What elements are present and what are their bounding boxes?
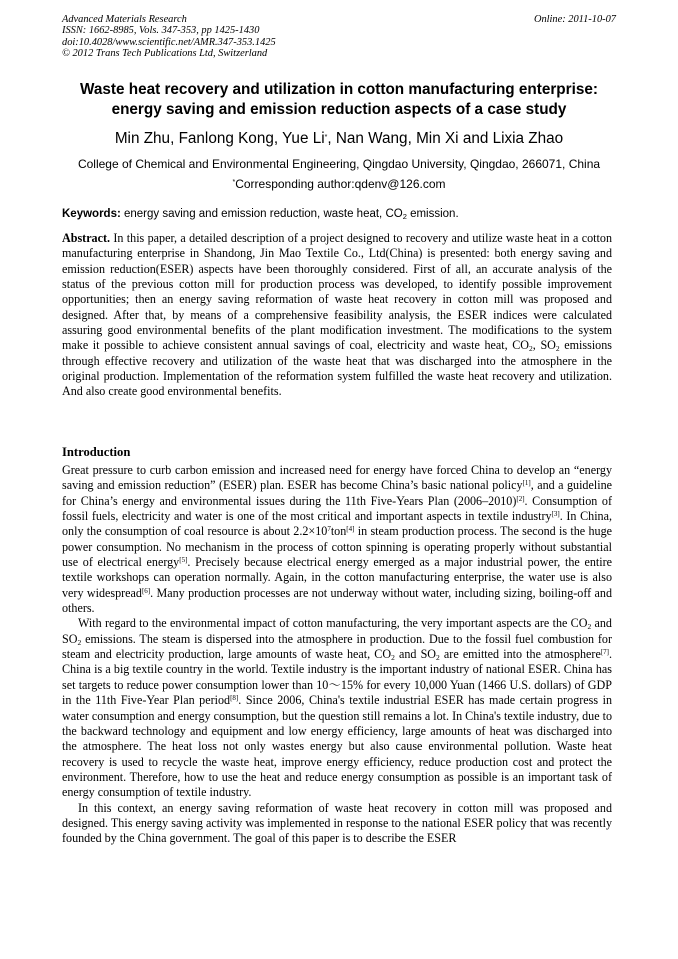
corresponding-mark: * [232,179,236,186]
corresponding-author [40,176,638,192]
paragraph: Great pressure to curb carbon emission and increased need for energy have forced China to develop an “energy saving and emission reduction” (ESER) plan. ESER has become China’s basic national policy[1], and a guideline for China’s energy and environmental issues during the 11th Five-Years Plan (2006–2010)[2]. Consumption of fossil fuels, electricity and water is one of the most critical and important aspects in textile industry[3]. In China, only the consumption of coal resource is about $2.2\times 10^7ton[4]$ in steam production process. The second is the huge power consumption. No mechanism in the process of cotton spinning is operating properly without substantial use of electrical energy[5]. Precisely because electrical energy emerged as a major industrial power, the entire textile workshops can operation normally. Again, in the cotton manufacturing enterprise, the water use is also very widespread[6]. Many production processes are not underway without water, including sizing, boiling-off and others. [62,463,612,616]
author-and: and [462,130,489,147]
citation: [3] [551,510,560,519]
author-list [40,129,638,149]
corresponding-email: Corresponding author:qdenv@126.com [235,177,446,191]
journal-header [62,14,616,59]
journal-name: Advanced Materials Research [62,14,187,25]
citation: [5] [179,556,188,565]
citation: [4] [346,525,355,534]
paper-title [40,80,638,120]
author-name: Min Xi [416,130,459,147]
title-line-1: Waste heat recovery and utilization in cotton manufacturing enterprise: [80,81,598,98]
author-separator: , [170,130,179,147]
paragraph: In this context, an energy saving reformation of waste heat recovery in cotton mill was proposed and designed. This energy saving activity was implemented in response to the national ESER policy that was recently founded by the China government. The goal of this paper is to describe the ESER [62,800,612,846]
online-date: Online: 2011-10-07 [533,14,616,25]
citation: [6] [141,586,151,595]
author-name: Yue Li [282,130,325,147]
issn-line: ISSN: 1662-8985, Vols. 347-353, pp 1425-1430 [62,25,260,37]
paragraph: With regard to the environmental impact of cotton manufacturing, the very important aspects are the $CO_2$ and $SO_2$ emissions. The steam is dispersed into the atmosphere in production. Due to the fossil fuel combustion for steam and electricity production, large amounts of waste heat, $CO_2$ and $SO_2$ are emitted into the atmosphere[7]. China is a big textile country in the world. Textile industry is the important industry of national ESER. China has set targets to reduce power consumption lower than 10～15% for every 10,000 Yuan (1466 U.S. dollars) of GDP in the 11th Five-Year Plan period[8]. Since 2006, China's textile industrial ESER has made certain progress in water consumption and energy consumption, but the question still remains a lot. In China's textile industry, due to the backward technology and equipment and low energy efficiency, large amounts of heat was discharged into the atmosphere. The heat loss not only wastes energy but also cause environmental pollution. Waste heat recovery is used to recycle the waste heat, improve energy efficiency, reduce production cost and protect the environment. Therefore, how to use the heat and reduce energy consumption as possible is an important task of energy consumption of textile industry. [62,616,613,800]
author-separator: , [407,130,417,147]
title-line-2: energy saving and emission reduction aspects of a case study [111,101,567,118]
author-name: Lixia Zhao [492,130,564,147]
author-name: Nan Wang [335,130,408,147]
author-name: Fanlong Kong [178,130,274,147]
citation: [1] [522,479,531,488]
citation: [7] [600,648,609,657]
doi-line: doi:10.4028/www.scientific.net/AMR.347-353.1425 [62,36,276,48]
copyright-line: © 2012 Trans Tech Publications Ltd, Switzerland [62,47,268,59]
citation: [2] [516,494,525,503]
affiliation: College of Chemical and Environmental Engineering, Qingdao University, Qingdao, 266071, China [77,157,601,171]
section-heading: Introduction [62,445,131,459]
abstract: Abstract. In this paper, a detailed description of a project designed to recovery and utilize waste heat in a cotton manufacturing enterprise in Shandong, Jin Mao Textile Co., Ltd(China) is presented: both energy saving and emission reduction(ESER) aspects have been thoroughly considered. First of all, an accurate analysis of the status of the previous cotton mill for production process was developed, to identify possible improvement opportunities; then an energy saving reformation of waste heat recovery in cotton mill was proposed and designed. After that, by means of a comprehensive feasibility analysis, the ESER indices were calculated assuring good environmental benefits of the plant modification investment. The modifications to the system make it possible to achieve consistent annual savings of coal, electricity and waste heat, $CO_2$, $SO_2$ emissions through effective recovery and utilization of the waste heat that was discharged into the atmosphere in the original production. Implementation of the reformation system fulfilled the waste heat recovery and utilization. And also create good environmental benefits. [62,231,612,399]
citation: [8] [230,694,239,703]
keywords-label: Keywords: [62,208,121,220]
abstract-label: Abstract. [62,231,111,245]
author-separator: , [327,130,336,147]
introduction-body [62,463,612,847]
author-separator: , [273,130,283,147]
keywords: Keywords: energy saving and emission reduction, waste heat, $CO_2$ emission. [62,208,459,221]
author-name: Min Zhu [114,130,171,147]
corresponding-mark: * [324,134,328,141]
